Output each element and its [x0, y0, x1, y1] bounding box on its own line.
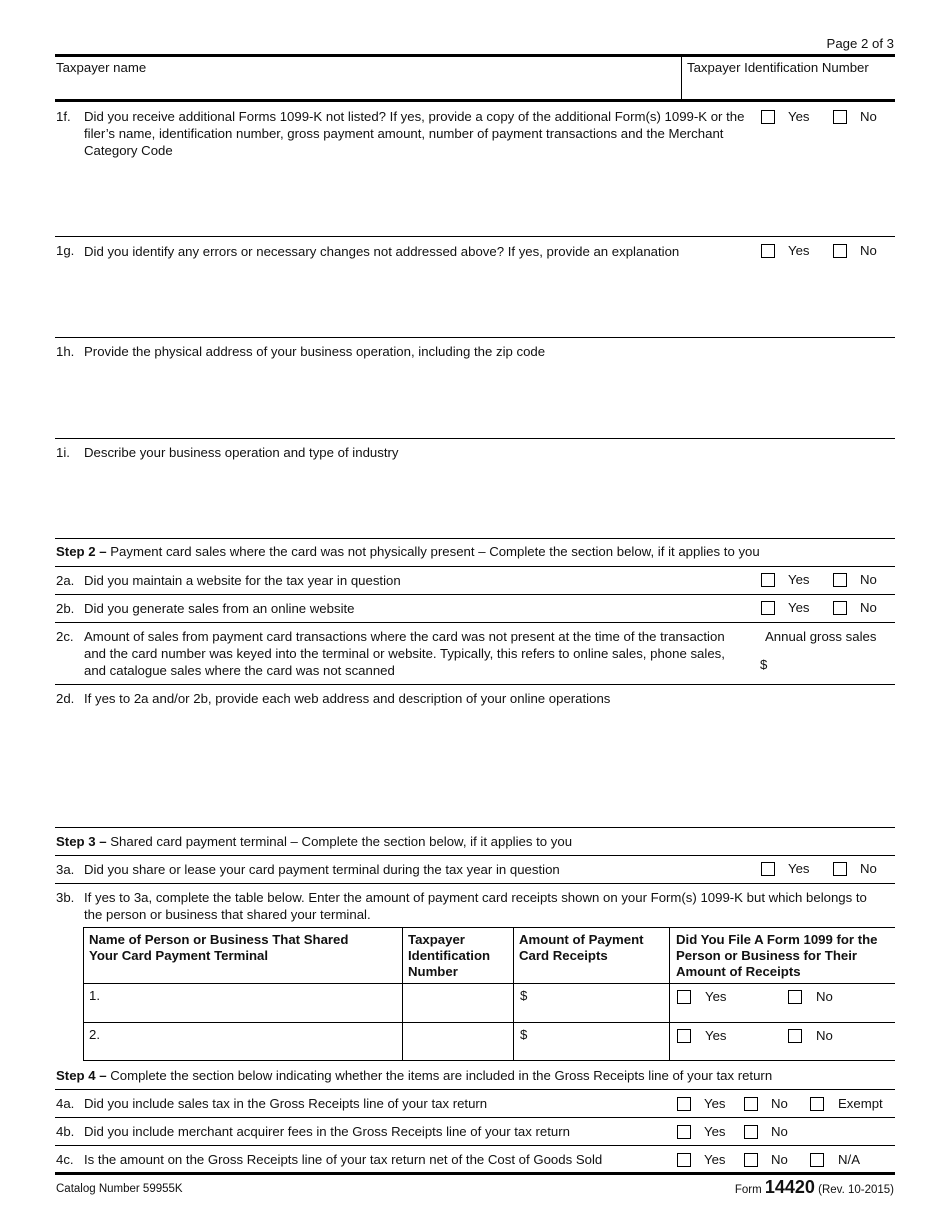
- q4b-number: 4b.: [56, 1124, 75, 1139]
- q4a-yes-checkbox[interactable]: [677, 1097, 691, 1111]
- q1g-no-checkbox[interactable]: [833, 244, 847, 258]
- step2-heading: [56, 544, 760, 559]
- page-indicator: Page 2 of 3: [826, 36, 894, 51]
- rule-2c: [55, 684, 895, 685]
- q1i-text: Describe your business operation and type of industry: [84, 445, 399, 460]
- taxpayer-name-field[interactable]: [55, 76, 680, 98]
- step2-heading-bold: Step 2 –: [56, 544, 107, 559]
- q2c-text: Amount of sales from payment card transactions where the card was not present at the time of the transaction and the card number was keyed into the terminal or website. Typically, this refers to online sales, phone sales, and catalogue sales where the card was not scanned: [84, 629, 725, 678]
- q2b-no-checkbox[interactable]: [833, 601, 847, 615]
- rule-2d: [55, 827, 895, 828]
- q1f-no-checkbox[interactable]: [833, 110, 847, 124]
- q1f-text: Did you receive additional Forms 1099-K not listed? If yes, provide a copy of the additional Form(s) 1099-K or the filer’s name, identification number, gross payment amount, number of payment transactions and the Merchant Category Code: [84, 109, 745, 158]
- q4a-yes-label: Yes: [704, 1096, 726, 1111]
- footer-rule: [55, 1172, 895, 1175]
- shared-terminal-table: [83, 927, 895, 1061]
- q4b-yes-checkbox[interactable]: [677, 1125, 691, 1139]
- q2c-annual-gross-sales-input[interactable]: [772, 652, 892, 676]
- header-divider: [681, 56, 682, 100]
- q1i-number: 1i.: [56, 445, 70, 460]
- q1i-response-area[interactable]: [84, 464, 892, 534]
- rule-4b: [55, 1145, 895, 1146]
- q4b-no-checkbox[interactable]: [744, 1125, 758, 1139]
- row1-name-input[interactable]: [105, 986, 399, 1018]
- q2a-text: Did you maintain a website for the tax year in question: [84, 573, 401, 588]
- q4b-yes-label: Yes: [704, 1124, 726, 1139]
- q4c-no-checkbox[interactable]: [744, 1153, 758, 1167]
- q2d-number: 2d.: [56, 691, 75, 706]
- q2d-text: If yes to 2a and/or 2b, provide each web address and description of your online operations: [84, 691, 611, 706]
- row2-yes-label: Yes: [705, 1028, 727, 1043]
- row2-tin-input[interactable]: [405, 1025, 510, 1057]
- rule-1f: [55, 236, 895, 237]
- q4a-no-label: No: [771, 1096, 788, 1111]
- form-number: 14420: [764, 1177, 815, 1197]
- q2b-number: 2b.: [56, 601, 75, 616]
- step3-heading-bold: Step 3 –: [56, 834, 107, 849]
- q4a-text: Did you include sales tax in the Gross Receipts line of your tax return: [84, 1096, 488, 1111]
- table-header-name: Name of Person or Business That Shared Your Card Payment Terminal: [89, 932, 349, 963]
- step3-heading-text: Shared card payment terminal – Complete the section below, if it applies to you: [106, 834, 573, 849]
- table-header-amount: Amount of Payment Card Receipts: [519, 932, 644, 963]
- q1g-number: 1g.: [56, 243, 75, 258]
- q2c-number: 2c.: [56, 629, 74, 644]
- form-identifier: [735, 1177, 894, 1198]
- q2d-response-area[interactable]: [84, 712, 892, 822]
- q4b-text: Did you include merchant acquirer fees in the Gross Receipts line of your tax return: [84, 1124, 570, 1139]
- q1g-yes-checkbox[interactable]: [761, 244, 775, 258]
- row2-no-label: No: [816, 1028, 833, 1043]
- q1h-text: Provide the physical address of your business operation, including the zip code: [84, 344, 546, 359]
- tin-field[interactable]: [683, 76, 893, 98]
- catalog-number: Catalog Number 59955K: [56, 1183, 183, 1195]
- row2-number: 2.: [89, 1027, 100, 1042]
- table-bottom-rule: [83, 1060, 895, 1061]
- q1h-response-area[interactable]: [84, 364, 892, 434]
- q4c-text: Is the amount on the Gross Receipts line of your tax return net of the Cost of Goods Sold: [84, 1152, 603, 1167]
- table-header-tin: Taxpayer Identification Number: [408, 932, 491, 979]
- step4-heading: [56, 1068, 772, 1083]
- form-revision: (Rev. 10-2015): [818, 1184, 894, 1196]
- q4b-no-label: No: [771, 1124, 788, 1139]
- q3b-text: If yes to 3a, complete the table below. Enter the amount of payment card receipts shown on your Form(s) 1099-K but which belongs to the person or business that shared your terminal.: [84, 890, 867, 922]
- q2a-number: 2a.: [56, 573, 75, 588]
- q2b-yes-label: Yes: [788, 600, 810, 615]
- row1-yes-label: Yes: [705, 989, 727, 1004]
- table-row: [83, 984, 895, 1022]
- step4-heading-bold: Step 4 –: [56, 1068, 107, 1083]
- q3a-no-checkbox[interactable]: [833, 862, 847, 876]
- q2b-no-label: No: [860, 600, 877, 615]
- rule-3a: [55, 883, 895, 884]
- rule-step4: [55, 1089, 895, 1090]
- q1g-response-area[interactable]: [84, 264, 892, 334]
- q3a-text: Did you share or lease your card payment terminal during the tax year in question: [84, 862, 560, 877]
- q3b-number: 3b.: [56, 890, 75, 905]
- row2-amount-input[interactable]: [530, 1025, 666, 1057]
- form-prefix: Form: [734, 1184, 762, 1196]
- q4a-no-checkbox[interactable]: [744, 1097, 758, 1111]
- rule-2a: [55, 594, 895, 595]
- step2-heading-text: Payment card sales where the card was not physically present – Complete the section below, if it applies to you: [106, 544, 760, 559]
- taxpayer-name-label: Taxpayer name: [56, 60, 147, 75]
- q4c-na-label: N/A: [838, 1152, 860, 1167]
- q4a-number: 4a.: [56, 1096, 75, 1111]
- rule-step3: [55, 855, 895, 856]
- q4c-yes-checkbox[interactable]: [677, 1153, 691, 1167]
- q1f-no-label: No: [860, 109, 877, 124]
- header-top-rule: [55, 54, 895, 57]
- tin-label: Taxpayer Identification Number: [687, 60, 869, 75]
- q2a-yes-label: Yes: [788, 572, 810, 587]
- row1-amount-input[interactable]: [530, 986, 666, 1018]
- q2a-no-label: No: [860, 572, 877, 587]
- q2b-yes-checkbox[interactable]: [761, 601, 775, 615]
- q3a-yes-checkbox[interactable]: [761, 862, 775, 876]
- table-top-rule: [83, 927, 895, 928]
- row1-no-checkbox[interactable]: [788, 990, 802, 1004]
- row2-currency-symbol: $: [520, 1027, 528, 1042]
- row1-no-label: No: [816, 989, 833, 1004]
- q1f-yes-checkbox[interactable]: [761, 110, 775, 124]
- row1-currency-symbol: $: [520, 988, 528, 1003]
- q2b-text: Did you generate sales from an online website: [84, 601, 355, 616]
- q1f-yes-label: Yes: [788, 109, 810, 124]
- q4c-yes-label: Yes: [704, 1152, 726, 1167]
- q2a-yes-checkbox[interactable]: [761, 573, 775, 587]
- q1h-number: 1h.: [56, 344, 75, 359]
- row1-number: 1.: [89, 988, 100, 1003]
- step4-heading-text: Complete the section below indicating whether the items are included in the Gross Receipts line of your tax return: [106, 1068, 773, 1083]
- rule-1g: [55, 337, 895, 338]
- q2a-no-checkbox[interactable]: [833, 573, 847, 587]
- q3a-yes-label: Yes: [788, 861, 810, 876]
- q3a-number: 3a.: [56, 862, 75, 877]
- q1f-number: 1f.: [56, 109, 71, 124]
- row1-yes-checkbox[interactable]: [677, 990, 691, 1004]
- row2-yes-checkbox[interactable]: [677, 1029, 691, 1043]
- rule-1h: [55, 438, 895, 439]
- rule-1i: [55, 538, 895, 539]
- q2c-annual-gross-sales-label: Annual gross sales: [765, 629, 877, 644]
- table-row: [83, 1023, 895, 1060]
- q4a-exempt-checkbox[interactable]: [810, 1097, 824, 1111]
- q4a-exempt-label: Exempt: [838, 1096, 883, 1111]
- header-bottom-rule: [55, 99, 895, 102]
- step3-heading: [56, 834, 572, 849]
- q2c-currency-symbol: $: [760, 657, 768, 672]
- row2-name-input[interactable]: [105, 1025, 399, 1057]
- rule-2b: [55, 622, 895, 623]
- rule-step2: [55, 566, 895, 567]
- q1g-yes-label: Yes: [788, 243, 810, 258]
- row2-no-checkbox[interactable]: [788, 1029, 802, 1043]
- q4c-number: 4c.: [56, 1152, 74, 1167]
- q1g-text: Did you identify any errors or necessary changes not addressed above? If yes, provide an explanation: [84, 244, 680, 259]
- q4c-no-label: No: [771, 1152, 788, 1167]
- q1g-no-label: No: [860, 243, 877, 258]
- q1f-response-area[interactable]: [84, 162, 892, 232]
- table-header-form1099: Did You File A Form 1099 for the Person or Business for Their Amount of Receipts: [676, 932, 878, 979]
- row1-tin-input[interactable]: [405, 986, 510, 1018]
- rule-4a: [55, 1117, 895, 1118]
- q4c-na-checkbox[interactable]: [810, 1153, 824, 1167]
- q3a-no-label: No: [860, 861, 877, 876]
